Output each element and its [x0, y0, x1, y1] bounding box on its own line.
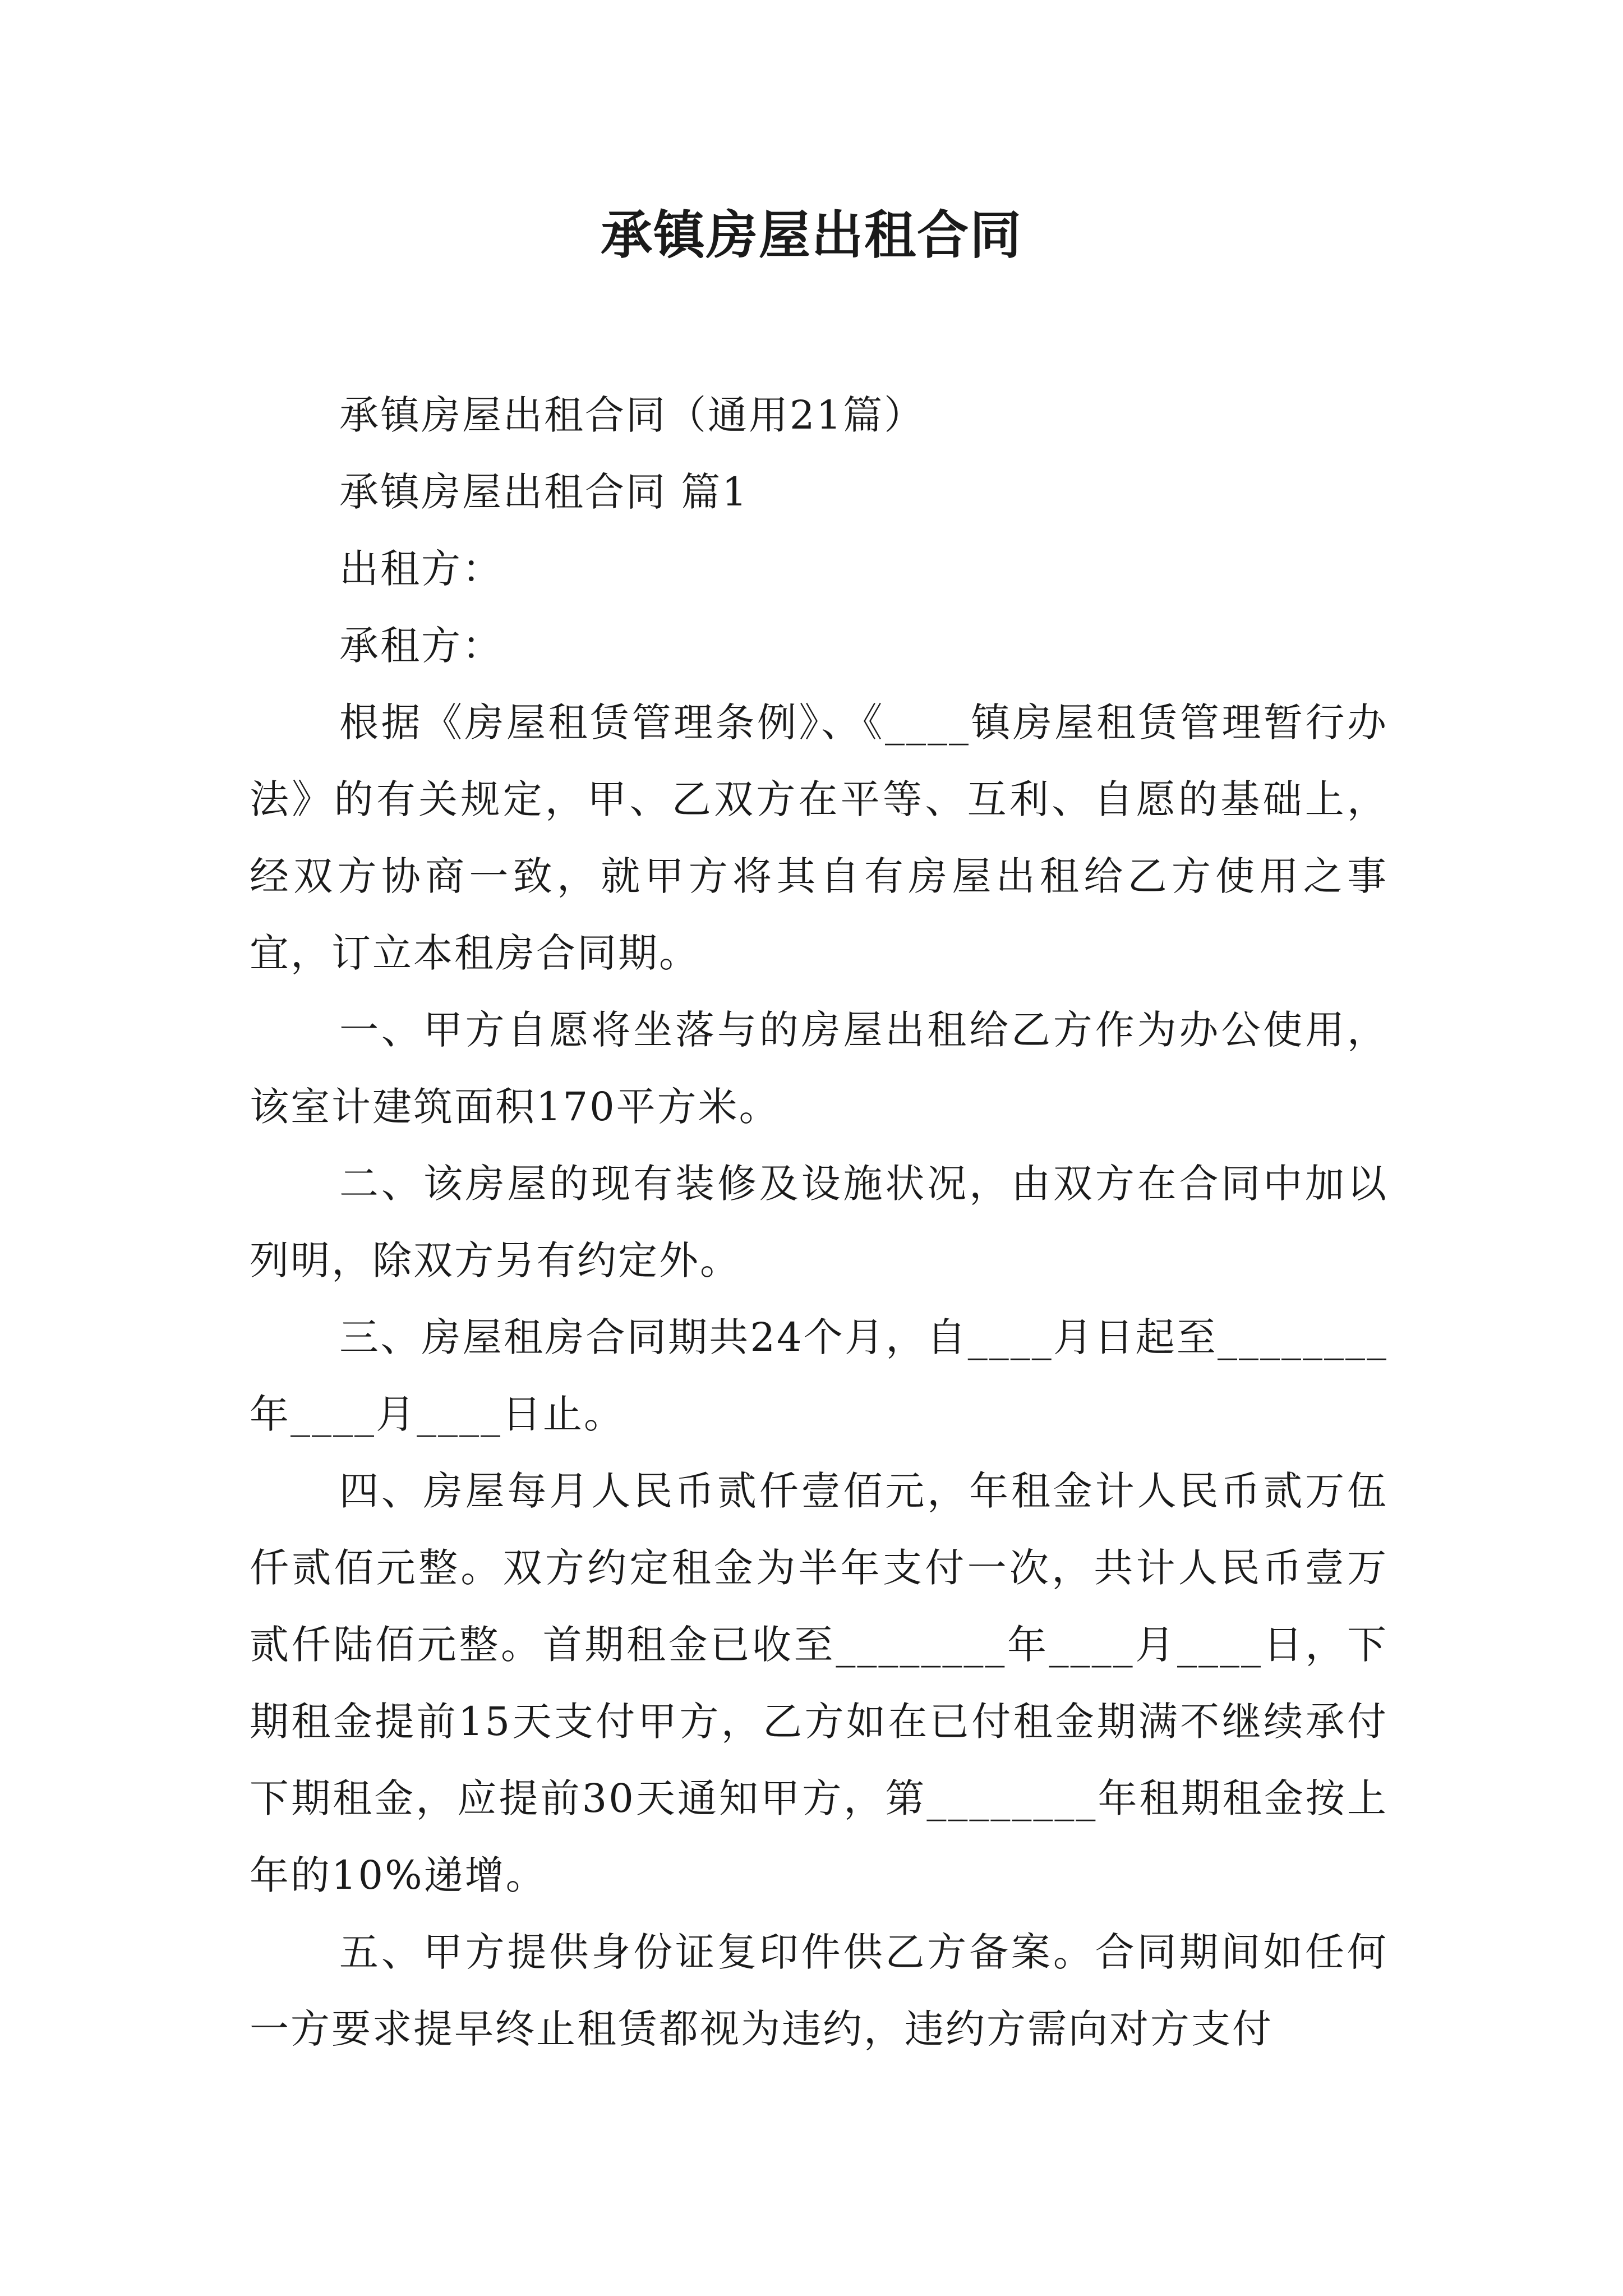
- document-title: 承镇房屋出租合同: [600, 205, 1022, 265]
- section-heading: 承镇房屋出租合同 篇1: [339, 469, 749, 515]
- lessee-label: 承租方：: [339, 623, 503, 669]
- clause-3: 三、房屋租房合同期共24个月，自____月日起至________年____月____日止。: [250, 1314, 1388, 1437]
- document-body: [250, 377, 1388, 2068]
- clause-4: 四、房屋每月人民币贰仟壹佰元，年租金计人民币贰万伍仟贰佰元整。双方约定租金为半年支付一次，共计人民币壹万贰仟陆佰元整。首期租金已收至________年____月____日，下期租金提前15天支付甲方，乙方如在已付租金期满不继续承付下期租金，应提前30天通知甲方，第________年租期租金按上年的10%递增。: [250, 1468, 1388, 1898]
- collection-heading: 承镇房屋出租合同（通用21篇）: [339, 392, 925, 438]
- preamble-paragraph: 根据《房屋租赁管理条例》、《____镇房屋租赁管理暂行办法》的有关规定，甲、乙双方在平等、互利、自愿的基础上，经双方协商一致，就甲方将其自有房屋出租给乙方使用之事宜，订立本租房合同期。: [250, 700, 1388, 976]
- clause-1: 一、甲方自愿将坐落与的房屋出租给乙方作为办公使用，该室计建筑面积170平方米。: [250, 1007, 1388, 1130]
- lessor-label: 出租方：: [339, 546, 503, 592]
- clause-2: 二、该房屋的现有装修及设施状况，由双方在合同中加以列明，除双方另有约定外。: [250, 1161, 1388, 1283]
- clause-5: 五、甲方提供身份证复印件供乙方备案。合同期间如任何一方要求提早终止租赁都视为违约，违约方需向对方支付: [250, 1929, 1388, 2052]
